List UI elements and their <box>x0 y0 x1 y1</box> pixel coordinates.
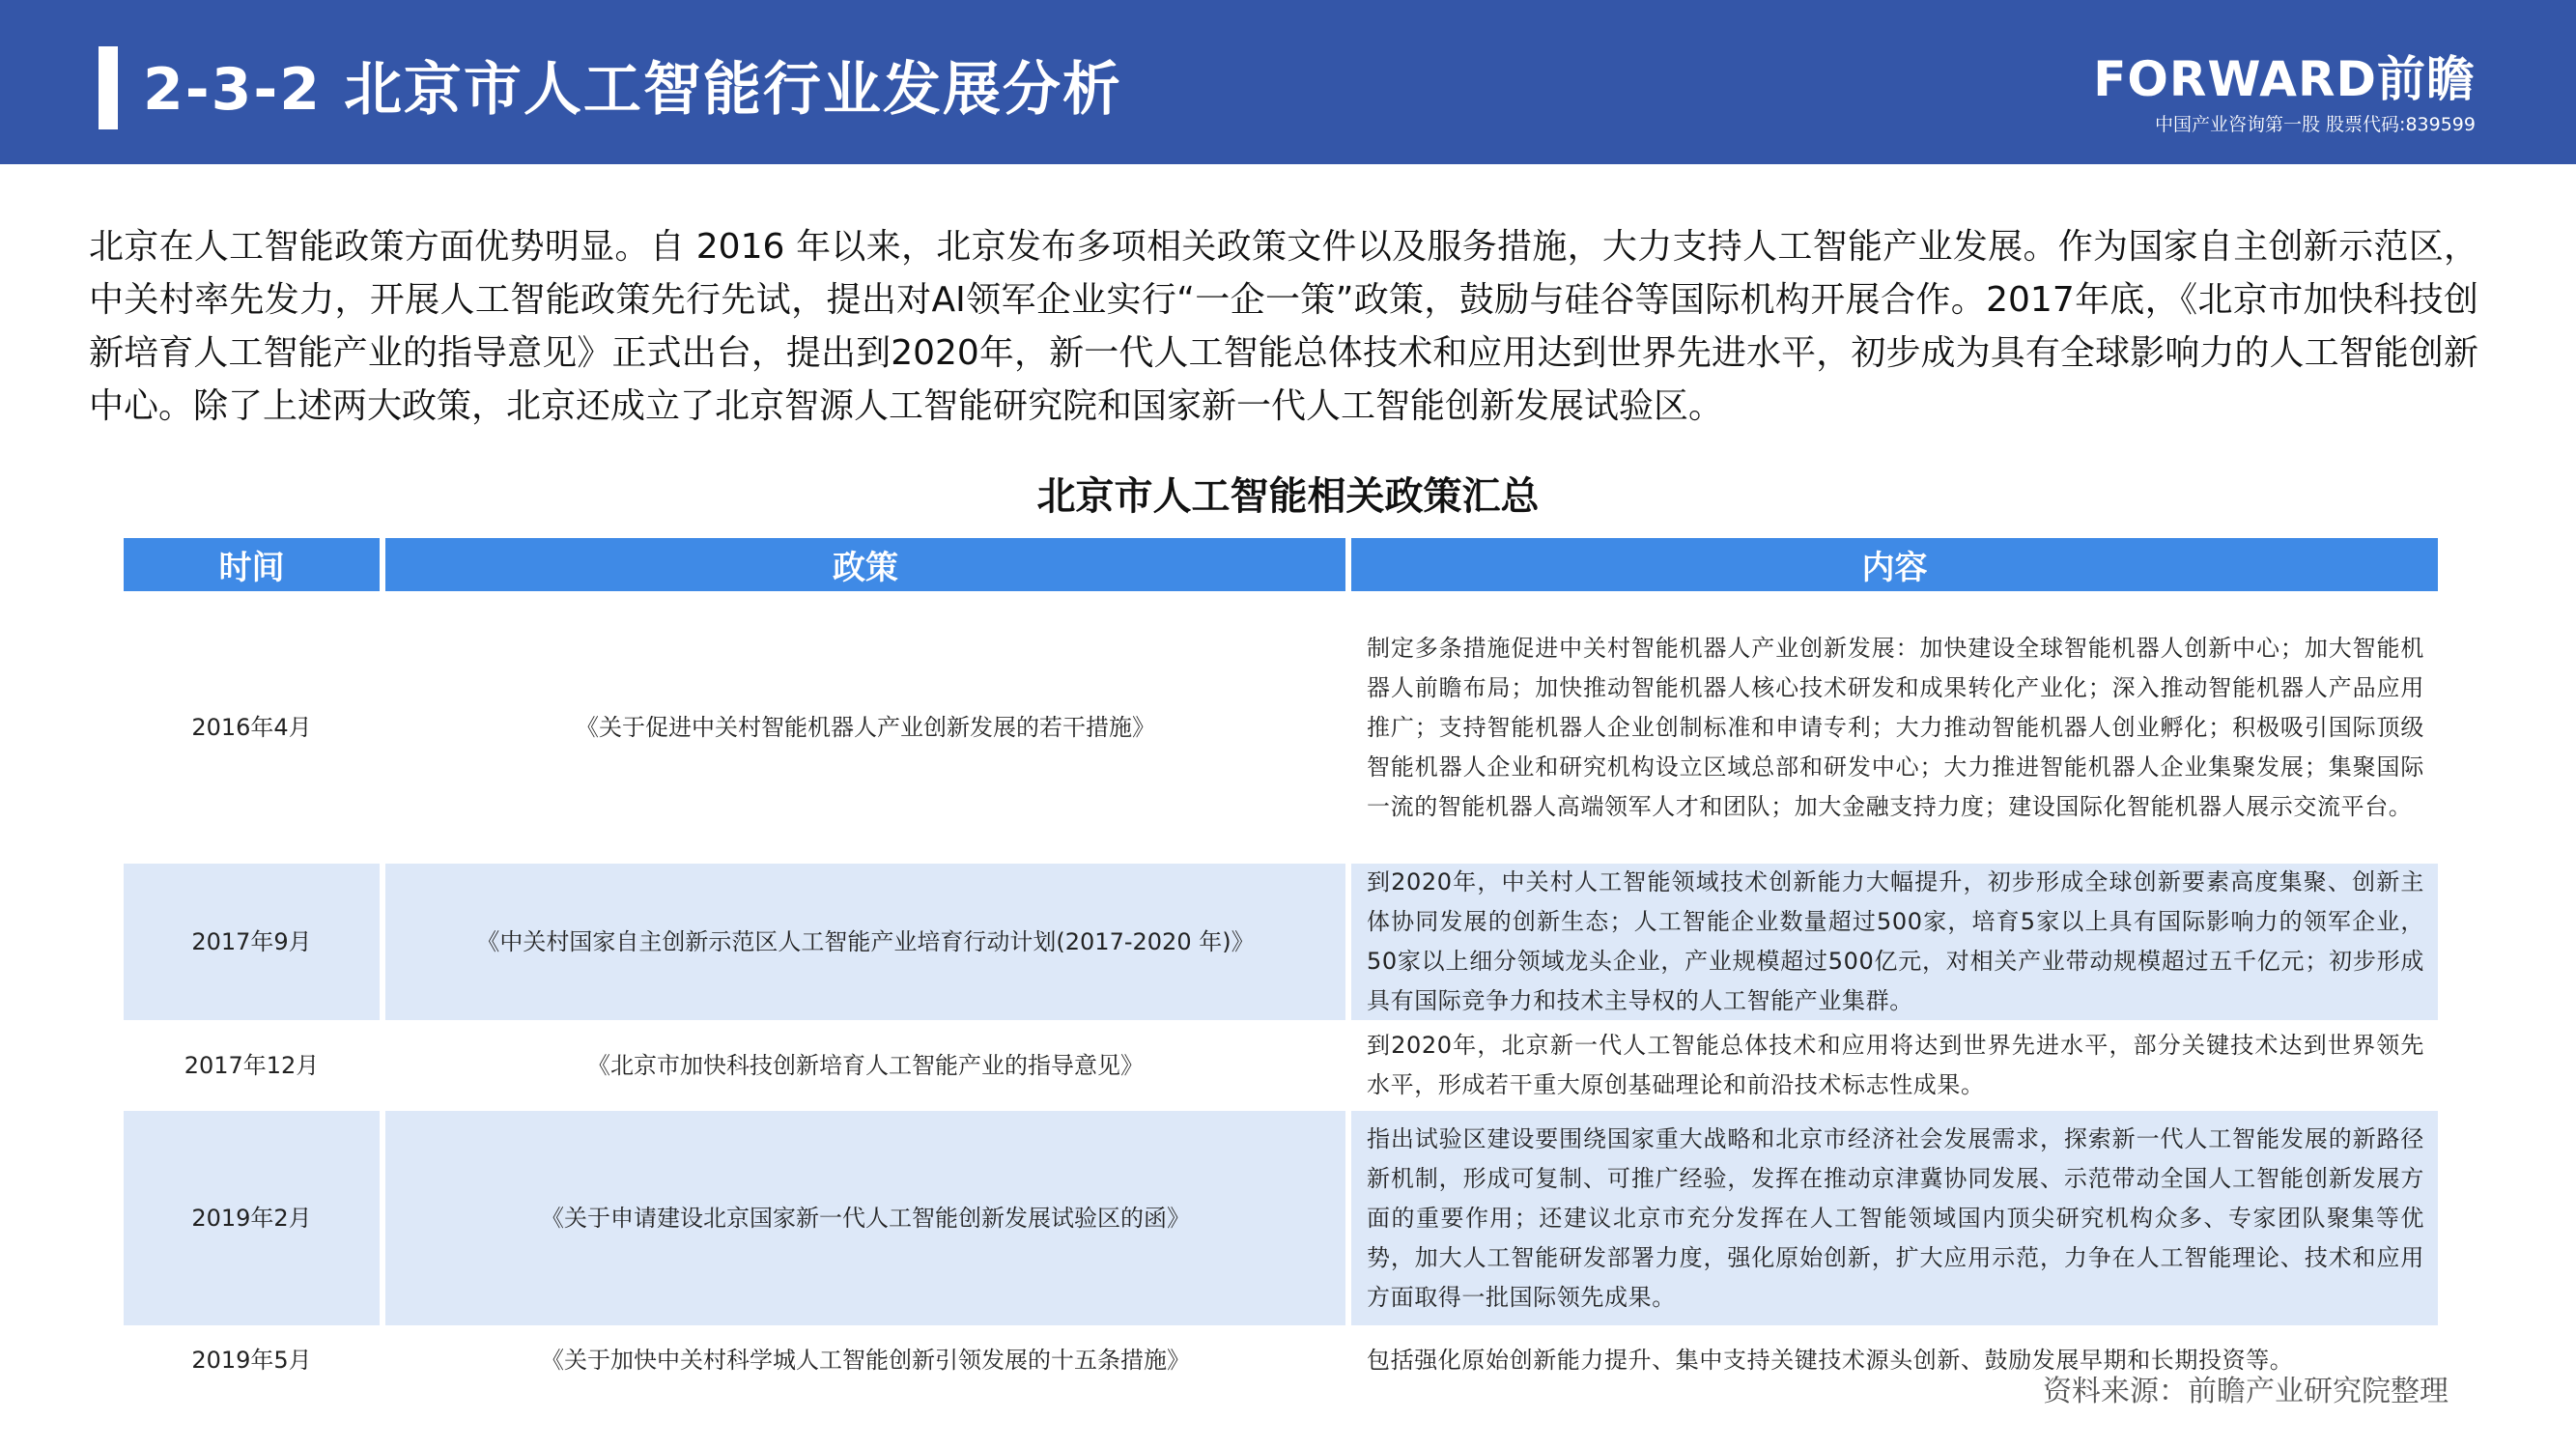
cell-content: 到2020年，中关村人工智能领域技术创新能力大幅提升，初步形成全球创新要素高度集聚、创新主体协同发展的创新生态；人工智能企业数量超过500家，培育5家以上具有国际影响力的领军企业，50家以上细分领域龙头企业，产业规模超过500亿元，对相关产业带动规模超过五千亿元；初步形成具有国际竞争力和技术主导权的人工智能产业集群。 <box>1351 864 2438 1020</box>
brand-name: FORWARD前瞻 <box>2093 51 2476 107</box>
header-time: 时间 <box>124 538 380 591</box>
cell-time: 2017年9月 <box>124 864 380 1020</box>
table-row <box>124 864 2438 1020</box>
source-note: 资料来源：前瞻产业研究院整理 <box>2043 1375 2449 1408</box>
header-policy: 政策 <box>385 538 1345 591</box>
cell-content: 指出试验区建设要围绕国家重大战略和北京市经济社会发展需求，探索新一代人工智能发展的新路径新机制，形成可复制、可推广经验，发挥在推动京津冀协同发展、示范带动全国人工智能创新发展方面的重要作用；还建议北京市充分发挥在人工智能领域国内顶尖研究机构众多、专家团队聚集等优势，加大人工智能研发部署力度，强化原始创新，扩大应用示范，力争在人工智能理论、技术和应用方面取得一批国际领先成果。 <box>1351 1111 2438 1325</box>
cell-content: 制定多条措施促进中关村智能机器人产业创新发展：加快建设全球智能机器人创新中心；加大智能机器人前瞻布局；加快推动智能机器人核心技术研发和成果转化产业化；深入推动智能机器人产品应用推广；支持智能机器人企业创制标准和申请专利；大力推动智能机器人创业孵化；积极吸引国际顶级智能机器人企业和研究机构设立区域总部和研发中心；大力推进智能机器人企业集聚发展；集聚国际一流的智能机器人高端领军人才和团队；加大金融支持力度；建设国际化智能机器人展示交流平台。 <box>1367 634 2424 820</box>
brand-subtitle: 中国产业咨询第一股 股票代码:839599 <box>2155 114 2476 135</box>
header-content: 内容 <box>1351 538 2438 591</box>
page-header <box>0 0 2576 164</box>
cell-time: 2019年5月 <box>191 1346 312 1374</box>
table-header-row <box>124 538 2438 591</box>
table-row <box>124 597 2438 858</box>
cell-policy: 《北京市加快科技创新培育人工智能产业的指导意见》 <box>587 1051 1144 1079</box>
intro-paragraph: 北京在人工智能政策方面优势明显。自 2016 年以来，北京发布多项相关政策文件以及服务措施，大力支持人工智能产业发展。作为国家自主创新示范区，中关村率先发力，开展人工智能政策先行先试，提出对AI领军企业实行“一企一策”政策，鼓励与硅谷等国际机构开展合作。2017年底，《北京市加快科技创新培育人工智能产业的指导意见》正式出台，提出到2020年，新一代人工智能总体技术和应用达到世界先进水平，初步成为具有全球影响力的人工智能创新中心。除了上述两大政策，北京还成立了北京智源人工智能研究院和国家新一代人工智能创新发展试验区。 <box>89 227 2478 426</box>
cell-time: 2017年12月 <box>184 1051 320 1079</box>
cell-content: 包括强化原始创新能力提升、集中支持关键技术源头创新、鼓励发展早期和长期投资等。 <box>1367 1346 2294 1374</box>
cell-content: 到2020年，北京新一代人工智能总体技术和应用将达到世界先进水平，部分关键技术达到世界领先水平，形成若干重大原创基础理论和前沿技术标志性成果。 <box>1367 1032 2424 1098</box>
table-title: 北京市人工智能相关政策汇总 <box>1036 474 1540 519</box>
table-row <box>124 1111 2438 1325</box>
title-accent-bar <box>99 46 118 129</box>
cell-policy: 《关于促进中关村智能机器人产业创新发展的若干措施》 <box>576 713 1155 741</box>
cell-time: 2019年2月 <box>124 1111 380 1325</box>
cell-policy: 《关于申请建设北京国家新一代人工智能创新发展试验区的函》 <box>385 1111 1345 1325</box>
policy-table <box>124 538 2438 1389</box>
page-title: 2-3-2 北京市人工智能行业发展分析 <box>143 56 1122 124</box>
brand-logo <box>2070 48 2476 137</box>
table-row <box>124 1026 2438 1105</box>
cell-policy: 《关于加快中关村科学城人工智能创新引领发展的十五条措施》 <box>541 1346 1190 1374</box>
cell-time: 2016年4月 <box>191 713 312 741</box>
cell-policy: 《中关村国家自主创新示范区人工智能产业培育行动计划(2017-2020 年)》 <box>385 864 1345 1020</box>
